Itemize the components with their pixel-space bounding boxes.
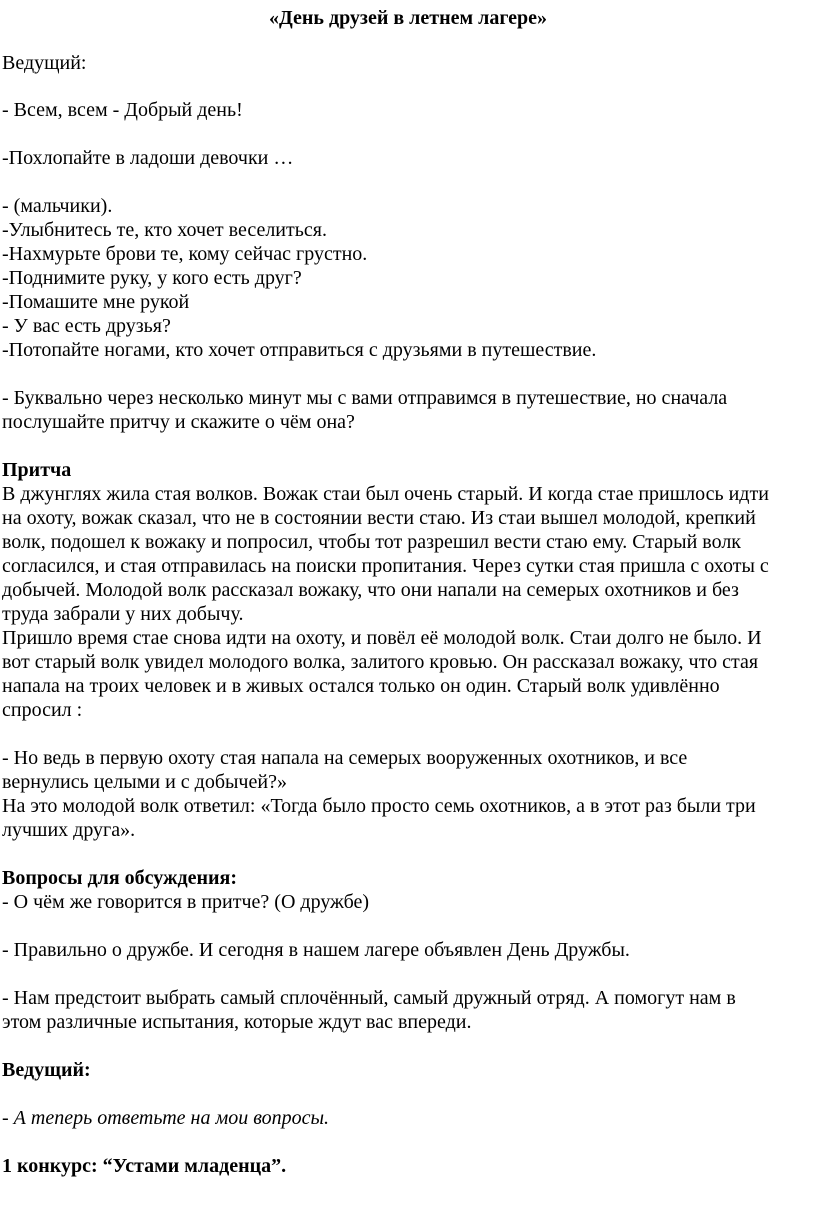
questions-heading: Вопросы для обсуждения: <box>2 867 238 889</box>
document-title: «День друзей в летнем лагере» <box>268 7 548 29</box>
text-line: - (мальчики). <box>2 195 113 217</box>
text-line: послушайте притчу и скажите о чём она? <box>2 411 355 433</box>
text-line: - Правильно о дружбе. И сегодня в нашем лагере объявлен День Дружбы. <box>2 939 630 961</box>
text-line: В джунглях жила стая волков. Вожак стаи был очень старый. И когда стае пришлось идти <box>2 483 769 505</box>
text-line: - Буквально через несколько минут мы с вами отправимся в путешествие, но сначала <box>2 387 728 409</box>
text-line: На это молодой волк ответил: «Тогда было просто семь охотников, а в этот раз были три <box>2 795 756 817</box>
text-line: -Похлопайте в ладоши девочки … <box>2 147 294 169</box>
text-line: - О чём же говорится в притче? (О дружбе) <box>2 891 370 913</box>
text-line: вот старый волк увидел молодого волка, залитого кровью. Он рассказал вожаку, что стая <box>2 651 759 673</box>
text-line: труда забрали у них добычу. <box>2 603 244 625</box>
text-line: вернулись целыми и с добычей?» <box>2 771 287 793</box>
italic-question-line <box>2 1106 329 1130</box>
dash-prefix: - <box>2 1107 14 1129</box>
text-line: на охоту, вожак сказал, что не в состоянии вести стаю. Из стаи вышел молодой, крепкий <box>2 507 756 529</box>
text-line: - Но ведь в первую охоту стая напала на семерых вооруженных охотников, и все <box>2 747 688 769</box>
text-line: Пришло время стае снова идти на охоту, и повёл её молодой волк. Стаи долго не было. И <box>2 627 762 649</box>
contest-heading: 1 конкурс: “Устами младенца”. <box>2 1155 287 1177</box>
text-line: - Всем, всем - Добрый день! <box>2 99 243 121</box>
text-line: -Улыбнитесь те, кто хочет веселиться. <box>2 219 327 241</box>
italic-text: А теперь ответьте на мои вопросы. <box>13 1107 330 1129</box>
parable-heading: Притча <box>2 459 72 481</box>
text-line: -Поднимите руку, у кого есть друг? <box>2 267 302 289</box>
text-line: напала на троих человек и в живых остался только он один. Старый волк удивлённо <box>2 675 720 697</box>
text-line: лучших друга». <box>2 819 136 841</box>
text-line: -Нахмурьте брови те, кому сейчас грустно. <box>2 243 368 265</box>
speaker-label: Ведущий: <box>2 1059 91 1081</box>
text-line: спросил : <box>2 699 83 721</box>
text-line: согласился, и стая отправилась на поиски пропитания. Через сутки стая пришла с охоты с <box>2 555 769 577</box>
text-line: волк, подошел к вожаку и попросил, чтобы тот разрешил вести стаю ему. Старый волк <box>2 531 742 553</box>
text-line: -Помашите мне рукой <box>2 291 190 313</box>
text-line: добычей. Молодой волк рассказал вожаку, что они напали на семерых охотников и без <box>2 579 739 601</box>
text-line: -Потопайте ногами, кто хочет отправиться с друзьями в путешествие. <box>2 339 597 361</box>
text-line: этом различные испытания, которые ждут вас впереди. <box>2 1011 472 1033</box>
text-line: - У вас есть друзья? <box>2 315 171 337</box>
speaker-label: Ведущий: <box>2 52 87 74</box>
text-line: - Нам предстоит выбрать самый сплочённый, самый дружный отряд. А помогут нам в <box>2 987 736 1009</box>
